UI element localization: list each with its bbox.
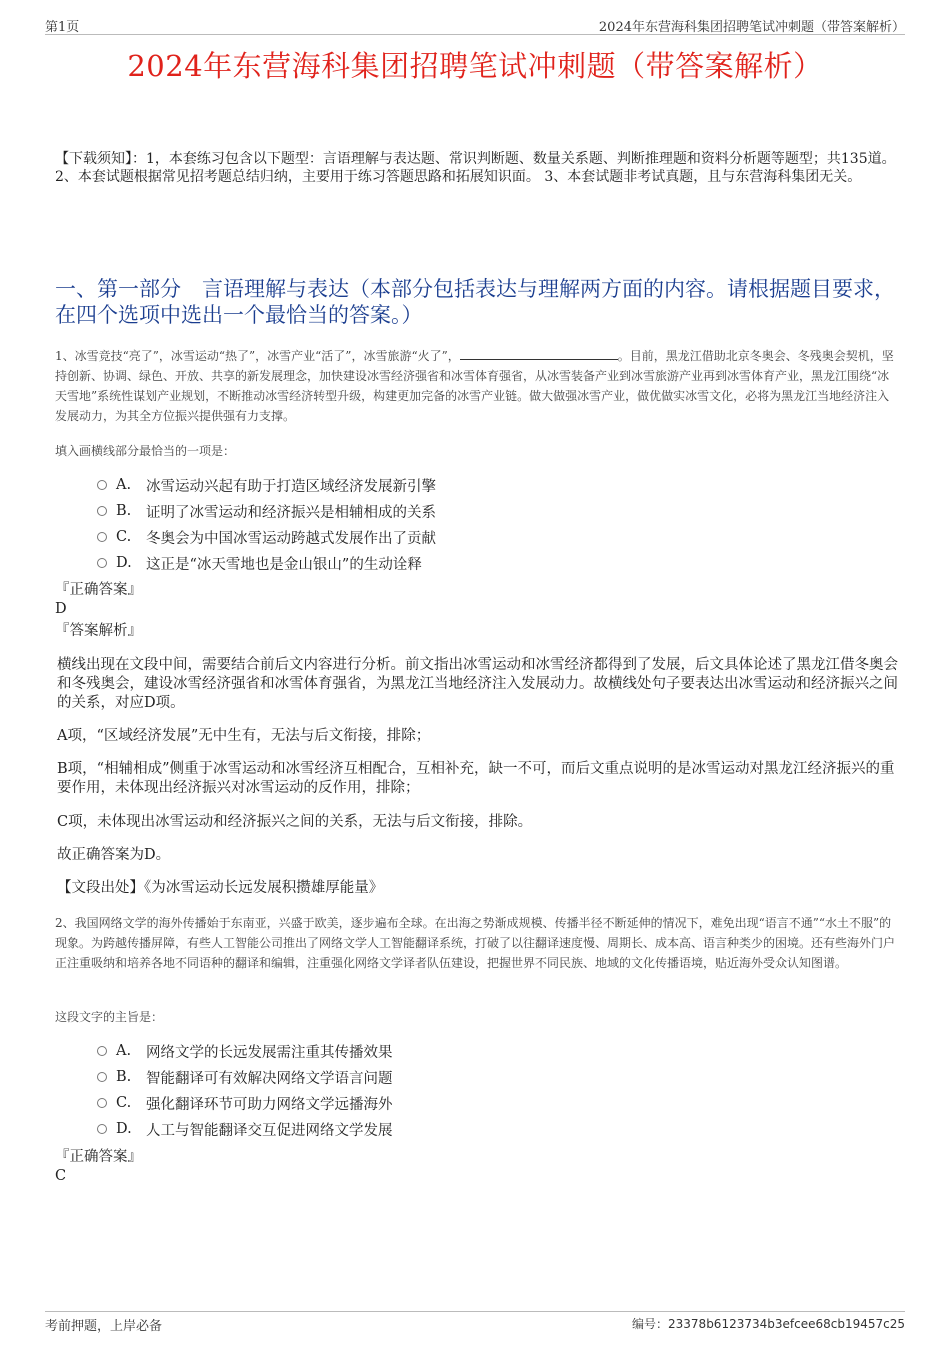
analysis-paragraph: A项，“区域经济发展”无中生有，无法与后文衔接，排除； (57, 728, 431, 744)
question-1-text (55, 346, 900, 426)
question-1-options (97, 472, 436, 576)
option-d[interactable] (97, 550, 436, 576)
radio-icon[interactable] (97, 480, 107, 490)
page-number: 第1页 (45, 20, 80, 35)
question-1-prompt: 填入画横线部分最恰当的一项是： (55, 444, 236, 458)
radio-icon[interactable] (97, 506, 107, 516)
footer-slogan: 考前押题，上岸必备 (45, 1319, 163, 1334)
option-c[interactable] (97, 1090, 393, 1116)
document-id: 编号：23378b6123734b3efcee68cb19457c25 (632, 1317, 905, 1331)
radio-icon[interactable] (97, 1124, 107, 1134)
radio-icon[interactable] (97, 1072, 107, 1082)
option-a[interactable] (97, 472, 436, 498)
option-letter: C. (116, 529, 132, 545)
option-letter: D. (116, 1121, 132, 1137)
option-text: 网络文学的长远发展需注重其传播效果 (146, 1044, 393, 1061)
analysis-paragraph: 故正确答案为D。 (57, 847, 171, 863)
option-letter: A. (116, 1043, 132, 1059)
download-notice: 【下载须知】：1，本套练习包含以下题型：言语理解与表达题、常识判断题、数量关系题、判断推理题和资料分析题等题型；共135道。 2、本套试题根据常见招考题总结归纳，主要用于练习答题思路和拓展知识面。 3、本套试题非考试真题，且与东营海科集团无关。 (55, 151, 896, 185)
question-1-text-start: 1、冰雪竞技“亮了”，冰雪运动“热了”，冰雪产业“活了”，冰雪旅游“火了”， (55, 349, 460, 363)
option-d[interactable] (97, 1116, 393, 1142)
section-heading: 一、第一部分 言语理解与表达（本部分包括表达与理解两方面的内容。请根据题目要求，在四个选项中选出一个最恰当的答案。） (55, 277, 895, 327)
option-c[interactable] (97, 524, 436, 550)
option-b[interactable] (97, 1064, 393, 1090)
question-1 (55, 346, 900, 426)
option-letter: B. (116, 1069, 132, 1085)
analysis-paragraph: B项，“相辅相成”侧重于冰雪运动和冰雪经济互相配合，互相补充，缺一不可，而后文重点说明的是冰雪运动对黑龙江经济振兴的重要作用，未体现出经济振兴对冰雪运动的反作用，排除； (57, 761, 895, 796)
answer-label: 『正确答案』 (55, 582, 142, 598)
header-doc-title: 2024年东营海科集团招聘笔试冲刺题（带答案解析） (598, 20, 905, 35)
radio-icon[interactable] (97, 1046, 107, 1056)
radio-icon[interactable] (97, 532, 107, 542)
option-letter: A. (116, 477, 132, 493)
document-title: 2024年东营海科集团招聘笔试冲刺题（带答案解析） (127, 49, 823, 83)
radio-icon[interactable] (97, 1098, 107, 1108)
radio-icon[interactable] (97, 558, 107, 568)
analysis-paragraph: C项，未体现出冰雪运动和经济振兴之间的关系，无法与后文衔接，排除。 (57, 814, 533, 830)
page-header (45, 14, 905, 35)
question-2-prompt: 这段文字的主旨是： (55, 1010, 164, 1024)
question-1-text-end: 。目前，黑龙江借助北京冬奥会、冬残奥会契机，坚持创新、协调、绿色、开放、共享的新发展理念，加快建设冰雪经济强省和冰雪体育强省，从冰雪装备产业到冰雪旅游产业再到冰雪体育产业，黑龙江围绕“冰天雪地”系统性谋划产业规划，不断推动冰雪经济转型升级，构建更加完备的冰雪产业链。做大做强冰雪产业，做优做实冰雪文化，必将为黑龙江当地经济注入发展动力，为其全方位振兴提供强有力支撑。 (55, 349, 894, 423)
option-text: 人工与智能翻译交互促进网络文学发展 (146, 1122, 393, 1139)
option-text: 智能翻译可有效解决网络文学语言问题 (146, 1070, 393, 1087)
answer-value: D (55, 601, 67, 617)
analysis-label: 『答案解析』 (55, 623, 142, 639)
option-b[interactable] (97, 498, 436, 524)
source-note: 【文段出处】《为冰雪运动长远发展积攒雄厚能量》 (57, 880, 384, 896)
question-2-options (97, 1038, 393, 1142)
page-footer (45, 1311, 905, 1333)
analysis-paragraph: 横线出现在文段中间，需要结合前后文内容进行分析。前文指出冰雪运动和冰雪经济都得到了发展，后文具体论述了黑龙江借冬奥会和冬残奥会，建设冰雪经济强省和冰雪体育强省，为黑龙江当地经济注入发展动力。故横线处句子要表达出冰雪运动和经济振兴之间的关系，对应D项。 (57, 657, 898, 711)
question-2-text: 2、我国网络文学的海外传播始于东南亚，兴盛于欧美，逐步遍布全球。在出海之势渐成规模、传播半径不断延伸的情况下，难免出现“语言不通”“水土不服”的现象。为跨越传播屏障，有些人工智能公司推出了网络文学人工智能翻译系统，打破了以往翻译速度慢、周期长、成本高、语言种类少的困境。还有些海外门户正注重吸纳和培养各地不同语种的翻译和编辑，注重强化网络文学译者队伍建设，把握世界不同民族、地域的文化传播语境，贴近海外受众认知图谱。 (55, 916, 896, 970)
option-letter: D. (116, 555, 132, 571)
option-text: 这正是“冰天雪地也是金山银山”的生动诠释 (146, 556, 422, 573)
option-text: 证明了冰雪运动和经济振兴是相辅相成的关系 (146, 504, 436, 521)
option-text: 冬奥会为中国冰雪运动跨越式发展作出了贡献 (146, 530, 436, 547)
option-text: 冰雪运动兴起有助于打造区域经济发展新引擎 (146, 478, 436, 495)
option-text: 强化翻译环节可助力网络文学远播海外 (146, 1096, 393, 1113)
option-letter: C. (116, 1095, 132, 1111)
option-letter: B. (116, 503, 132, 519)
answer-label: 『正确答案』 (55, 1149, 142, 1165)
question-2 (55, 913, 900, 973)
answer-value: C (55, 1168, 67, 1184)
fill-blank (460, 347, 618, 360)
option-a[interactable] (97, 1038, 393, 1064)
